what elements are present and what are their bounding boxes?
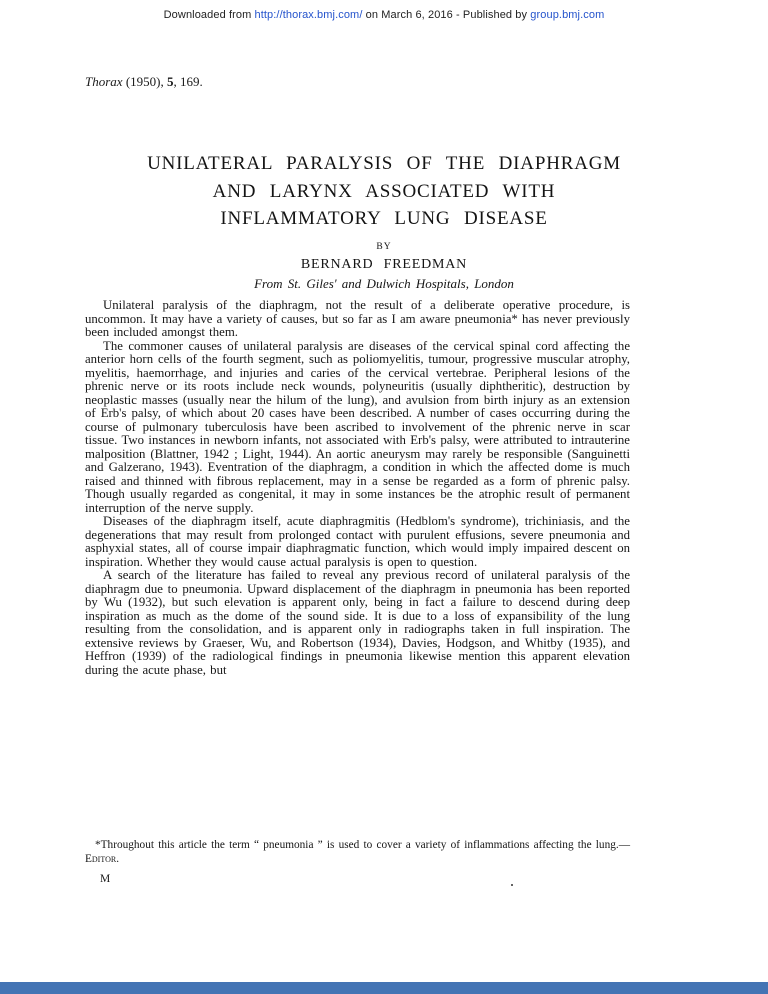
paragraph: Unilateral paralysis of the diaphragm, not the result of a deliberate operative procedure, is uncommon. It may have a variety of causes, but so far as I am aware pneumonia* has never previously been included amongst them. xyxy=(85,298,630,339)
bottom-blue-bar xyxy=(0,982,768,994)
thorax-site-link[interactable]: http://thorax.bmj.com/ xyxy=(254,9,363,21)
footnote-body: *Throughout this article the term “ pneumonia ” is used to cover a variety of inflammations affecting the lung.— xyxy=(95,839,630,851)
stray-print-dot xyxy=(511,884,513,886)
author-name: BERNARD FREEDMAN xyxy=(300,256,468,272)
author-affiliation: From St. Giles' and Dulwich Hospitals, London xyxy=(254,275,514,291)
journal-citation xyxy=(85,74,203,90)
article-title-line-1: UNILATERAL PARALYSIS OF THE DIAPHRAGM xyxy=(147,153,621,174)
download-banner-middle: on March 6, 2016 - Published by xyxy=(362,9,531,21)
publisher-link[interactable]: group.bmj.com xyxy=(530,9,605,21)
editor-footnote xyxy=(85,839,630,866)
download-banner xyxy=(0,9,768,21)
paragraph: Diseases of the diaphragm itself, acute diaphragmitis (Hedblom's syndrome), trichiniasis, and the degenerations that may result from prolonged contact with purulent effusions, severe pneumonia and asphyxial states, all of course impair diaphragmatic function, which would imply impaired descent on inspiration. Whether they would cause actual paralysis is open to question. xyxy=(85,514,630,569)
journal-name: Thorax xyxy=(85,74,123,89)
printer-signature-mark: M xyxy=(100,873,111,885)
citation-volume: 5 xyxy=(166,74,174,89)
citation-year: (1950), xyxy=(122,74,167,89)
footnote-text xyxy=(85,839,630,866)
article-body xyxy=(85,299,630,677)
article-title-line-3: INFLAMMATORY LUNG DISEASE xyxy=(220,208,548,229)
citation-page: , 169. xyxy=(173,74,203,89)
article-front-matter xyxy=(0,150,768,292)
article-title-line-2: AND LARYNX ASSOCIATED WITH xyxy=(212,180,556,202)
download-banner-prefix: Downloaded from xyxy=(163,9,255,21)
footnote-editor-label: Editor. xyxy=(85,852,120,865)
paragraph: The commoner causes of unilateral paralysis are diseases of the cervical spinal cord affecting the anterior horn cells of the fourth segment, such as poliomyelitis, tumour, progressive muscular atrophy, myelitis, haemorrhage, and injuries and caries of the cervical vertebrae. Peripheral lesions of the phrenic nerve or its roots include neck wounds, polyneuritis (usually diphtheritic), destruction by neoplastic masses (usually near the hilum of the lung), and avulsion from birth injury as an extension of Erb's palsy, of which about 20 cases have been described. A number of cases occurring during the course of pulmonary tuberculosis have been ascribed to involvement of the phrenic nerve in scar tissue. Two instances in newborn infants, not associated with Erb's palsy, were attributed to intrauterine malposition (Blattner, 1942 ; Light, 1944). An aortic aneurysm may rarely be responsible (Sanguinetti and Galzerano, 1943). Eventration of the diaphragm, a condition in which the affected dome is much raised and thinned with fibrous replacement, may in a sense be regarded as a form of phrenic palsy. Though usually regarded as congenital, it may in some instances be the atrophic result of permanent interruption of the nerve supply. xyxy=(85,338,630,515)
paragraph: A search of the literature has failed to reveal any previous record of unilateral paralysis of the diaphragm due to pneumonia. Upward displacement of the diaphragm in pneumonia has been reported by Wu (1932), but such elevation is apparent only, being in fact a failure to descend during deep inspiration as much as the dome of the sound side. It is due to a loss of expansibility of the lung resulting from the consolidation, and is apparent only in radiographs taken in full inspiration. The extensive reviews by Graeser, Wu, and Robertson (1934), Davies, Hodgson, and Whitby (1935), and Heffron (1939) of the radiological findings in pneumonia likewise mention this apparent elevation during the acute phase, but xyxy=(85,568,630,677)
byline: BY xyxy=(376,241,392,252)
